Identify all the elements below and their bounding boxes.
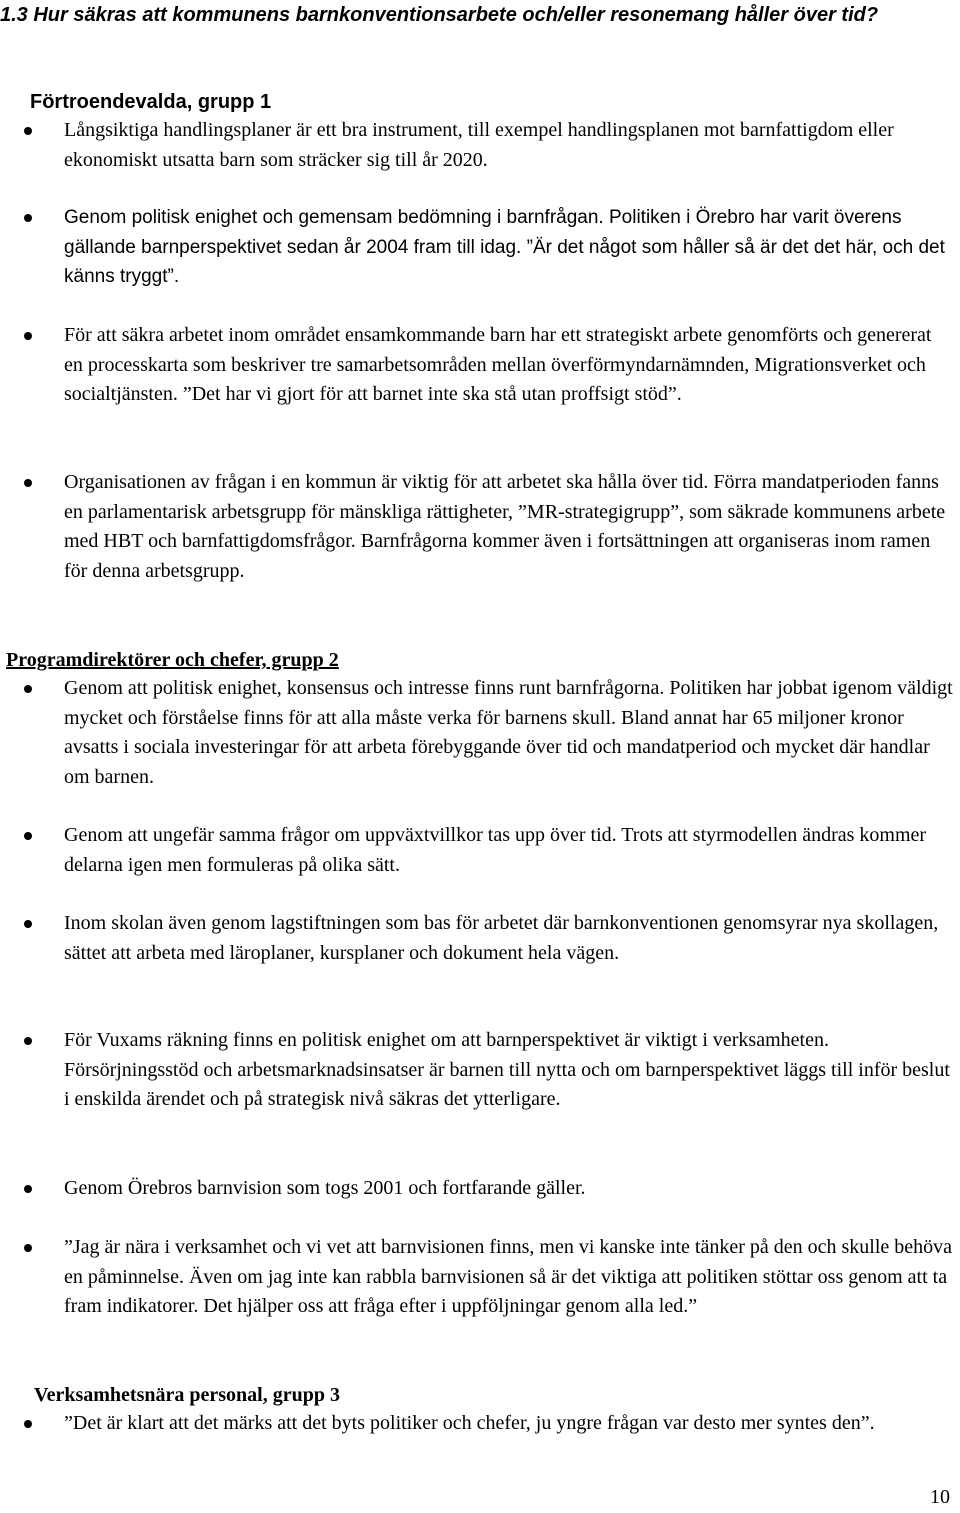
bullet-icon (24, 479, 32, 487)
bullet-icon (24, 1037, 32, 1045)
section-heading: 1.3 Hur säkras att kommunens barnkonventionsarbete och/eller resonemang håller över tid? (0, 4, 879, 26)
list-item-text: Genom att ungefär samma frågor om uppväxtvillkor tas upp över tid. Trots att styrmodellen ändras kommer delarna igen men formuleras på olika sätt. (64, 824, 927, 876)
list-item (64, 1233, 954, 1322)
bullet-icon (24, 1420, 32, 1428)
list-item-text: ”Jag är nära i verksamhet och vi vet att barnvisionen finns, men vi kanske inte tänker på den och skulle behöva en påminnelse. Även om jag inte kan rabbla barnvisionen så är det viktiga att politiken stöttar oss genom att ta fram indikatorer. Det hjälper oss att fråga efter i uppföljningar genom alla led.” (64, 1236, 953, 1317)
page-number: 10 (930, 1486, 950, 1508)
list-item (64, 1174, 954, 1204)
list-item (64, 1409, 954, 1439)
list-item (64, 468, 954, 586)
list-item-text: Genom politisk enighet och gemensam bedömning i barnfrågan. Politiken i Örebro har varit överens gällande barnperspektivet sedan år 2004 fram till idag. ”Är det något som håller så är det det här, och det känns tryggt”. (64, 207, 945, 287)
group-1-title: Förtroendevalda, grupp 1 (30, 91, 272, 113)
bullet-icon (24, 832, 32, 840)
list-item (64, 909, 954, 968)
list-item (64, 321, 954, 410)
list-item-text: Genom Örebros barnvision som togs 2001 och fortfarande gäller. (64, 1177, 586, 1199)
bullet-icon (24, 1185, 32, 1193)
list-item (64, 203, 954, 292)
list-item (64, 1026, 954, 1115)
list-item-text: Långsiktiga handlingsplaner är ett bra instrument, till exempel handlingsplanen mot barnfattigdom eller ekonomiskt utsatta barn som sträcker sig till år 2020. (64, 119, 894, 171)
list-item-text: För att säkra arbetet inom området ensamkommande barn har ett strategiskt arbete genomförts och genererat en processkarta som beskriver tre samarbetsområden mellan överförmyndarnämnden, Migrationsverket och socialtjänsten. ”Det har vi gjort för att barnet inte ska stå utan proffsigt stöd”. (64, 324, 932, 405)
list-item (64, 674, 954, 792)
list-item-text: Inom skolan även genom lagstiftningen som bas för arbetet där barnkonventionen genomsyrar nya skollagen, sättet att arbeta med läroplaner, kursplaner och dokument hela vägen. (64, 912, 939, 964)
list-item-text: För Vuxams räkning finns en politisk enighet om att barnperspektivet är viktigt i verksamheten. Försörjningsstöd och arbetsmarknadsinsatser är barnen till nytta och om barnperspektivet läggs till inför beslut i enskilda ärendet och på strategisk nivå säkras det ytterligare. (64, 1029, 950, 1110)
bullet-icon (24, 127, 32, 135)
bullet-icon (24, 214, 32, 222)
list-item-text: Genom att politisk enighet, konsensus och intresse finns runt barnfrågorna. Politiken har jobbat igenom väldigt mycket och förståelse finns för att alla måste verka för barnens skull. Bland annat har 65 miljoner kronor avsatts i sociala investeringar för att arbeta förebyggande över tid och mandatperiod och mycket där handlar om barnen. (64, 677, 953, 788)
bullet-icon (24, 332, 32, 340)
list-item (64, 821, 954, 880)
bullet-icon (24, 1244, 32, 1252)
bullet-icon (24, 685, 32, 693)
list-item-text: ”Det är klart att det märks att det byts politiker och chefer, ju yngre frågan var desto mer syntes den”. (64, 1412, 875, 1434)
list-item (64, 116, 954, 175)
list-item-text: Organisationen av frågan i en kommun är viktig för att arbetet ska hålla över tid. Förra mandatperioden fanns en parlamentarisk arbetsgrupp för mänskliga rättigheter, ”MR-strategigrupp”, som säkrade kommunens arbete med HBT och barnfattigdomsfrågor. Barnfrågorna kommer även i fortsättningen att organiseras inom ramen för denna arbetsgrupp. (64, 471, 946, 582)
group-2-title: Programdirektörer och chefer, grupp 2 (6, 649, 339, 671)
bullet-icon (24, 920, 32, 928)
group-3-title: Verksamhetsnära personal, grupp 3 (34, 1384, 340, 1406)
